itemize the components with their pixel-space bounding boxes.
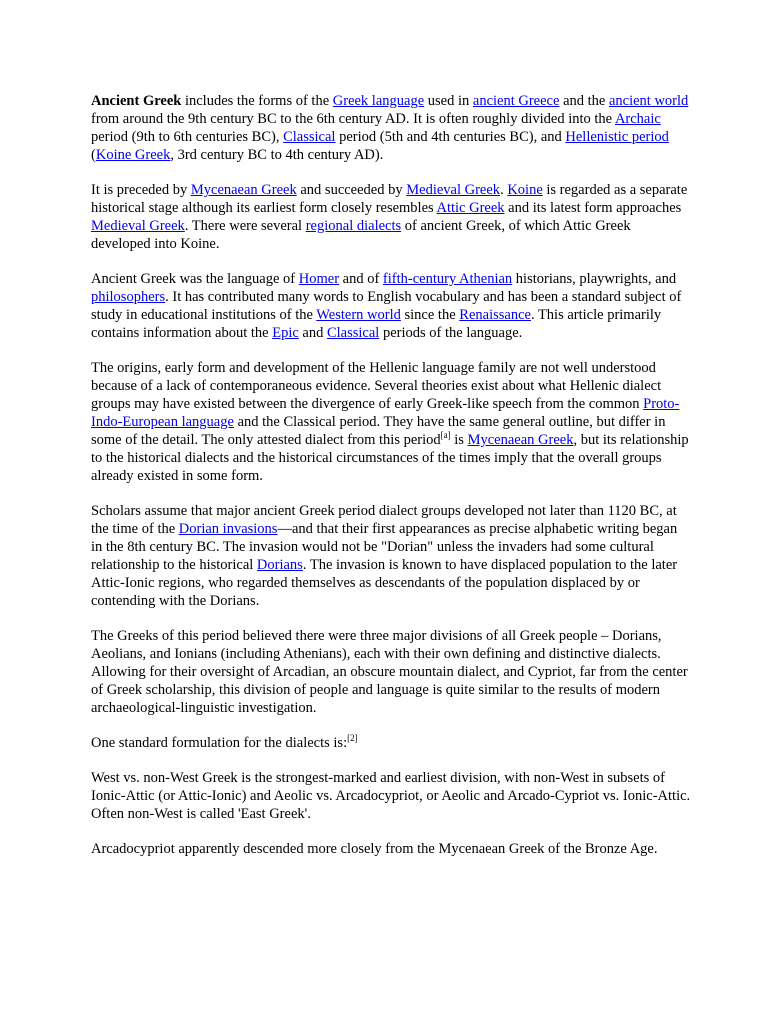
text-run: . There were several [184, 218, 306, 234]
paragraph [91, 769, 691, 823]
wiki-link[interactable]: Proto-Indo-European language [91, 396, 680, 430]
wiki-link[interactable]: Renaissance [459, 307, 531, 323]
wiki-link[interactable]: fifth-century Athenian [382, 271, 513, 287]
text-run: West vs. non-West Greek is the strongest-marked and earliest division, with non-West in subsets of Ionic-Attic (or Attic-Ionic) and Aeolic vs. Arcadocypriot, or Aeolic and Arcado-Cypriot vs. Ionic-Attic. Often non-West is called 'East Greek'. [91, 770, 691, 822]
wiki-link[interactable]: regional dialects [305, 218, 402, 234]
text-run: . [500, 182, 508, 198]
text-run: and the Classical period. They have the same general outline, but differ in some of the detail. The only attested dialect from this period [91, 414, 666, 448]
text-run: —and that their first appearances as precise alphabetic writing began in the 8th century BC. The invasion would not be "Dorian" unless the invaders had some cultural relationship to the historical [91, 521, 678, 573]
text-run: and the [559, 93, 609, 109]
text-run: used in [424, 93, 473, 109]
text-run: since the [400, 307, 460, 323]
wiki-link[interactable]: Dorian invasions [178, 521, 278, 537]
text-run: period (9th to 6th centuries BC), [91, 129, 284, 145]
text-run: and its latest form approaches [504, 200, 682, 216]
article-body [91, 92, 691, 875]
text-run: and [298, 325, 327, 341]
paragraph [91, 627, 691, 717]
text-run: The origins, early form and development of the Hellenic language family are not well understood because of a lack of contemporaneous evidence. Several theories exist about what Hellenic dialect groups may have existed between the divergence of early Greek-like speech from the common [91, 360, 662, 412]
text-run: One standard formulation for the dialects is: [91, 735, 348, 751]
text-run: , 3rd century BC to 4th century AD). [170, 147, 384, 163]
citation-link[interactable]: [2] [347, 733, 358, 744]
text-run: is [450, 432, 468, 448]
citation-link[interactable]: [a] [440, 430, 451, 441]
wiki-link[interactable]: Mycenaean Greek [190, 182, 297, 198]
wiki-link[interactable]: Homer [298, 271, 340, 287]
wiki-link[interactable]: Attic Greek [436, 200, 505, 216]
text-run: periods of the language. [379, 325, 523, 341]
wiki-link[interactable]: Epic [272, 325, 299, 341]
wiki-link[interactable]: ancient world [608, 93, 689, 109]
text-run: includes the forms of the [181, 93, 333, 109]
text-run: . It has contributed many words to English vocabulary and has been a standard subject of study in educational institutions of the [91, 289, 682, 323]
text-run: is regarded as a separate historical stage although its earliest form closely resembles [91, 182, 688, 216]
wiki-link[interactable]: Dorians [256, 557, 303, 573]
paragraph [91, 734, 691, 752]
text-run: and succeeded by [296, 182, 407, 198]
paragraph [91, 92, 691, 164]
text-run: ( [91, 147, 96, 163]
wiki-link[interactable]: Mycenaean Greek [467, 432, 574, 448]
wiki-link[interactable]: Classical [283, 129, 336, 145]
paragraph [91, 840, 691, 858]
text-run: historians, playwrights, and [512, 271, 677, 287]
wiki-link[interactable]: Hellenistic period [565, 129, 669, 145]
wiki-link[interactable]: Archaic [614, 111, 661, 127]
wiki-link[interactable]: Koine Greek [95, 147, 171, 163]
text-run: period (5th and 4th centuries BC), and [335, 129, 566, 145]
paragraph [91, 502, 691, 610]
text-run: of ancient Greek, of which Attic Greek developed into Koine. [91, 218, 631, 252]
text-run: and of [339, 271, 383, 287]
bold-term: Ancient Greek [91, 93, 182, 109]
wiki-link[interactable]: Classical [326, 325, 380, 341]
text-run: Ancient Greek was the language of [91, 271, 299, 287]
wiki-link[interactable]: ancient Greece [472, 93, 560, 109]
text-run: . This article primarily contains information about the [91, 307, 662, 341]
paragraph [91, 270, 691, 342]
wiki-link[interactable]: Western world [316, 307, 401, 323]
text-run: . The invasion is known to have displaced population to the later Attic-Ionic regions, who regarded themselves as descendants of the population displaced by or contending with the Dorians. [91, 557, 678, 609]
wiki-link[interactable]: Medieval Greek [91, 218, 185, 234]
wiki-link[interactable]: Koine [507, 182, 543, 198]
text-run: The Greeks of this period believed there were three major divisions of all Greek people – Dorians, Aeolians, and Ionians (including Athenians), each with their own defining and distinctive dialects. Allowing for their oversight of Arcadian, an obscure mountain dialect, and Cypriot, far from the center of Greek scholarship, this division of people and language is quite similar to the results of modern archaeological-linguistic investigation. [91, 628, 688, 716]
wiki-link[interactable]: Medieval Greek [406, 182, 501, 198]
text-run: It is preceded by [91, 182, 191, 198]
text-run: from around the 9th century BC to the 6th century AD. It is often roughly divided into the [91, 111, 615, 127]
paragraph [91, 359, 691, 485]
text-run: , but its relationship to the historical dialects and the historical circumstances of the times imply that the overall groups already existed in some form. [91, 432, 689, 484]
text-run: Scholars assume that major ancient Greek period dialect groups developed not later than 1120 BC, at the time of the [91, 503, 677, 537]
wiki-link[interactable]: philosophers [91, 289, 166, 305]
text-run: Arcadocypriot apparently descended more closely from the Mycenaean Greek of the Bronze Age. [91, 841, 658, 857]
wiki-link[interactable]: Greek language [332, 93, 425, 109]
paragraph [91, 181, 691, 253]
